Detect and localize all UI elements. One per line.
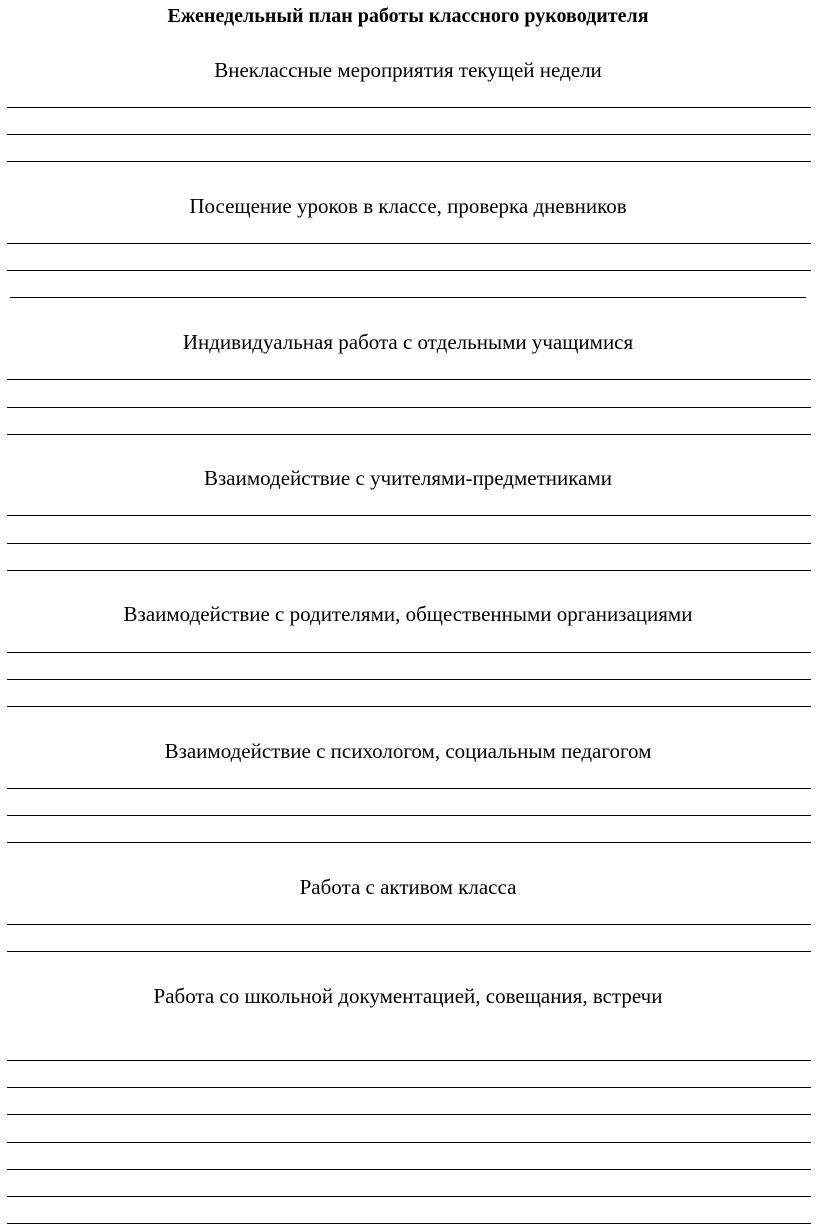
section-heading: Внеклассные мероприятия текущей недели — [214, 58, 602, 82]
writing-line[interactable] — [7, 1142, 811, 1143]
writing-line[interactable] — [7, 951, 811, 952]
section-heading: Взаимодействие с родителями, общественными организациями — [123, 602, 693, 626]
writing-line[interactable] — [7, 243, 811, 244]
writing-line[interactable] — [7, 270, 811, 271]
writing-line[interactable] — [7, 161, 811, 162]
writing-line[interactable] — [7, 134, 811, 135]
writing-line[interactable] — [7, 1196, 811, 1197]
document-title: Еженедельный план работы классного руководителя — [167, 5, 649, 27]
writing-line[interactable] — [7, 1114, 811, 1115]
section-heading: Работа с активом класса — [299, 875, 517, 899]
writing-line[interactable] — [7, 706, 811, 707]
writing-line[interactable] — [7, 1087, 811, 1088]
section-heading: Взаимодействие с психологом, социальным педагогом — [164, 739, 652, 763]
section-heading: Работа со школьной документацией, совещания, встречи — [153, 984, 663, 1008]
section-heading: Взаимодействие с учителями-предметниками — [203, 466, 612, 490]
writing-line[interactable] — [7, 1060, 811, 1061]
writing-line[interactable] — [7, 1169, 811, 1170]
writing-line[interactable] — [7, 842, 811, 843]
section-heading: Индивидуальная работа с отдельными учащимися — [182, 330, 634, 354]
writing-line[interactable] — [7, 652, 811, 653]
writing-line[interactable] — [10, 297, 806, 298]
writing-line[interactable] — [7, 815, 811, 816]
writing-line[interactable] — [7, 434, 811, 435]
writing-line[interactable] — [7, 1223, 811, 1224]
writing-line[interactable] — [7, 788, 811, 789]
section-heading: Посещение уроков в классе, проверка дневников — [189, 194, 627, 218]
writing-line[interactable] — [7, 543, 811, 544]
writing-line[interactable] — [7, 515, 811, 516]
writing-line[interactable] — [7, 679, 811, 680]
writing-line[interactable] — [7, 570, 811, 571]
writing-line[interactable] — [7, 107, 811, 108]
writing-line[interactable] — [7, 379, 811, 380]
writing-line[interactable] — [7, 924, 811, 925]
writing-line[interactable] — [7, 407, 811, 408]
